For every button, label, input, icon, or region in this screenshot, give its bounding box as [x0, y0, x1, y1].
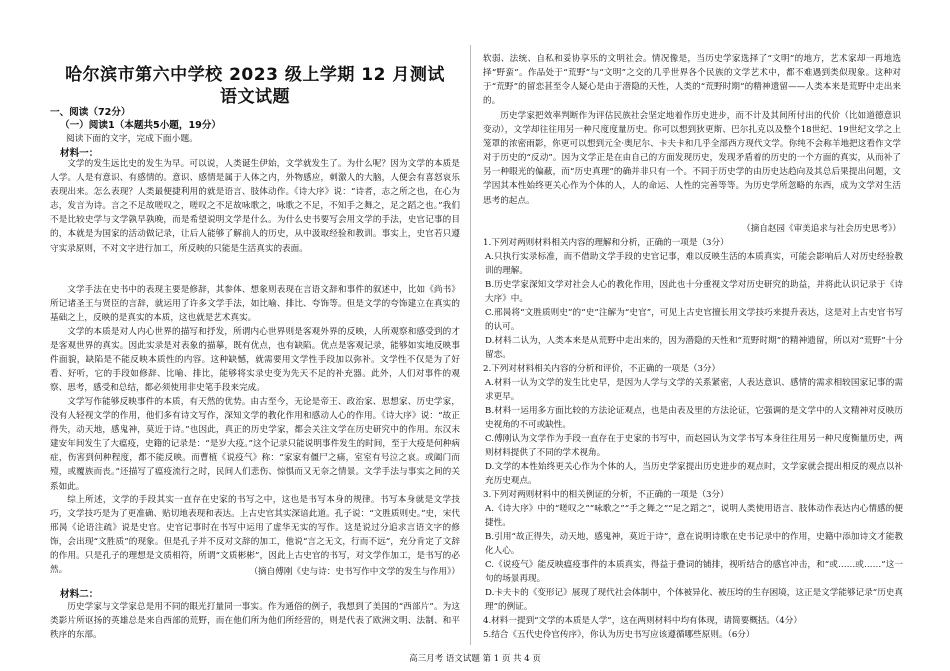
question-2-option-a: A.材料一认为文学的发生比史早，是因为人学与文学的关系紧密，人表达意识、感情的需求相较国家记事的需求更早。 — [485, 378, 903, 403]
question-3-stem: 3.下列对两则材料中的相关例证的分析，不正确的一项是（3分） — [483, 490, 729, 500]
subsection-heading: （一）阅读1（本题共5小题，19分） — [60, 120, 222, 131]
material-2-paragraph-2: 历史学家把效率判断作为评估民族社会坚定地着作历史进步，而不计及其间所付出的代价（比如道德意识变动），文学却往往用另一种尺度度量历史。你可以想到狄更斯、巴尔扎克以及整个18世纪、19世纪文学之上笼罩的浓密雨影，你更可以想到元全·奥尼尔、卡夫卡和几乎全部西方现代文学。你纯不会称羊地把这看作文学对于历史的“反动”。因为文学正是在由自己的方面发现历史，发现矛盾着的历史的一个方面的真实，从而补了另一种眼光的偏蔽，而“历史真理”的确并非只有一个。不同于历史学的由历史达趋向及其总后果提出问题，文学因其本性始终更关心作为个体的人，人的命运、人性的完善等等。为历史学所忽略的东西，成为文学对生活思考的起点。 — [483, 111, 901, 206]
question-3-option-c: C.《说疫气》能反映瘟疫事件的本质真实，得益于叠词的铺排，视听结合的感官冲击，和“或……或……”这一句的场景再现。 — [485, 560, 903, 585]
question-2-option-d: D.文学的本性始终更关心作为个体的人，当历史学家提出历史进步的观点时，文学家就会提出相反的观点以补充历史观点。 — [485, 462, 903, 487]
question-2-option-b: B.材料一运用多方面比较的方法论证观点，也是由表及里的方法论证，它强调的是文学中的人文精神对反映历史视角的不可或缺性。 — [485, 406, 903, 431]
material-2-source: （摘自赵园《审美追求与社会历史思考》） — [742, 224, 901, 234]
material-2-continuation: 软弱、法统、自私和妥协享乐的文明社会。情况像是，当历史学家选择了“文明”的地方，艺术家却一再地选择“野蛮”。作品处于“荒野”与“文明”之交的几乎世界各个民族的文学艺术中，都不难遇到类似现象。这种对于“荒野”的留恋甚至令人疑心是由于潜隐的天性，人类的“荒野时期”的精神遗留——人类本来是荒野中走出来的。 — [483, 54, 901, 107]
question-1-stem: 1.下列对两则材料相关内容的理解和分析，正确的一项是（3分） — [483, 238, 729, 248]
material-1-paragraph-2: 文学手法在史书中的表现主要是修辞，其参体、想象则表现在言语文辞和事件的叙述中，比如《尚书》所记诸圣王与贤臣的言辞，就运用了许多文学手法，如比喻、排比、夸饰等。但是文学的夸饰建立在真实的基础之上，反映的是真实的本质，这也就是艺术真实。 — [50, 285, 460, 324]
material-2-paragraph-1: 历史学家与文学家总是用不同的眼光打量同一事实。作为通俗的例子，我想到了美国的“西部片”。为这类影片所讴扬的英雄总是来自西部的荒野，而在他们所为他们所经营的，则是代表了欧洲文明、法制、和平秩序的东部。 — [50, 602, 460, 641]
question-1-option-c: C.邢昺将“文胜质则史”的“史”注解为“史官”，可见上古史官擅长用文学技巧来提升表达，这是对上古史官书写的认可。 — [485, 308, 903, 333]
material-1-source: （摘自傅刚《史与诗：史书写作中文学的发生与作用》） — [249, 567, 460, 577]
material-1-paragraph-1: 文学的发生远比史的发生为早。可以说，人类诞生伊始，文学就发生了。为什么呢？因为文学的本质是人学。人是有意识、有感情的。意识、感情是属于人体之内，外物感应，刺激人的大脑，人便会有喜怒哀乐表现出来。怎么表现？人类最便捷利用的就是语言、肢体动作。《诗大序》说：“诗者，志之所之也，在心为志，发言为诗。言之不足故嗟叹之，嗟叹之不足故咏歌之，咏歌之不足，不知手之舞之，足之蹈之也。”我们不是比较史学与文学孰早孰晚，而是希望说明文学是什么。为什么史书要写会用文学的手法，史官记事的目的，本就是为国家的活动做记录，让后人能够了解前人的历史，从中汲取经验和教训。事实上，史官若只遵守实录原则，不对文字进行加工，所反映的只能是生活真实的表面。 — [50, 159, 460, 254]
question-1-option-b: B.历史学家深知文学对社会人心的教化作用，因此也十分重视文学对历史研究的助益，并将此认识记录于《诗大序》中。 — [485, 280, 903, 305]
exam-subject-title: 语文试题 — [220, 87, 290, 107]
material-2-label: 材料二： — [60, 589, 99, 600]
question-2-option-c: C.傅刚认为文学作为手段一直存在于史家的书写中，而赵园认为文学书写本身往往用另一种尺度衡量历史，两则材料提供了不同的学术视角。 — [485, 434, 903, 459]
material-1-paragraph-3: 文学的本质是对人内心世界的描写和抒发，所谓内心世界则是客观外界的反映，人所观察和感受到的才是客观世界的真实。因此实录是对表象的描摹，既有优点，也有缺陷。优点是客观记录，能够如实地反映事件面貌，缺陷是不能反映本质性的内容。这种缺憾，就需要用文学性手段加以弥补。文学性不仅是为了好看、好听，它的手段如修辞、比喻、排比，能够将实录史变为先天不足的补充器。此外，人们对事件的观察、思考，感受和总结，都必须使用非史笔手段来完成。 — [50, 327, 460, 394]
column-divider — [470, 45, 471, 645]
question-3-option-b: B.引用“故正得失，动天地，感鬼神，莫近于诗”，意在说明诗歌在史书记录中的作用，史籍中添加诗文才能教化人心。 — [485, 532, 903, 557]
reading-instruction: 阅读下面的文字，完成下面小题。 — [66, 134, 198, 144]
question-5-stem: 5.结合《五代史伶官传序》，你认为历史书写应该遵循哪些原则。（6分） — [483, 630, 755, 640]
material-1-label: 材料一： — [60, 148, 99, 159]
material-1-paragraph-5: 综上所述，文学的手段其实一直存在史家的书写之中，这也是书写本身的规律。书写本身就是文学技巧，文学技巧是为了更准确、贴切地表现和表达。上古史官其实深谙此道。孔子说：“文胜质则史。”史，宋代邢昺《论语注疏》说是史官。史官记事时在书写中运用了虚华无实的写作。这是说过分追求言语文字的修饰，会出现“文胜质”的现象。但是孔子并不反对文辞的加工，他说“言之无文，行而不远”，充分肯定了文辞的作用。只是孔子的理想是文质相符，所谓“文质彬彬”，因此上古史官的书写，对文学作加工，是书写的必然。 — [50, 495, 460, 576]
question-2-stem: 2.下列对材料相关内容的分析和评价，不正确的一项是（3分） — [483, 364, 721, 374]
question-3-option-a: A.《诗大序》中的“嗟叹之”“咏歌之”“手之舞之”“足之蹈之”，说明人类使用语言、肢体动作表达内心情感的便捷性。 — [485, 504, 903, 529]
question-1-option-a: A.只执行实录标准，而不借助文学手段的史官记事，难以反映生活的本质真实，可能会影响后人对历史经验教训的理解。 — [485, 252, 903, 277]
question-3-option-d: D.卡夫卡的《变形记》展现了现代社会体制中，个体被异化、被压垮的生存困境，这正是文学能够记录“历史真理”的例证。 — [485, 588, 903, 613]
section-heading: 一、阅读（72分） — [50, 107, 131, 118]
question-1-option-d: D.材料二认为，人类本来是从荒野中走出来的，因为潜隐的天性和“荒野时期”的精神遗留，所以对“荒野”十分留恋。 — [485, 336, 903, 361]
page-footer: 高三月考 语文试题 第 1 页 共 4 页 — [409, 654, 541, 664]
exam-title: 哈尔滨市第六中学校 2023 级上学期 12 月测试 — [65, 65, 445, 85]
question-4-stem: 4.材料一提到“文学的本质是人学”，这在两则材料中均有体现，请简要概括。（4分） — [483, 616, 802, 626]
material-1-paragraph-4: 文学写作能够反映事件的本质，有天然的优势。由古至今，无论是帝王、政治家、思想家、历史学家，没有人轻视文学的作用，他们多有诗文写作，深知文学的教化作用和感动人心的作用。《诗大序》说：“故正得失，动天地，感鬼神，莫近于诗。”也因此，真正的历史学家，都会关注文学在历史研究中的作用。东汉末建安年间发生了大瘟疫，史籍的记录是：“是岁大疫。”这个记录只能说明事件发生的时间，至于大疫是何种病症，伤害到何种程度，都不能反映。而曹植《说疫气》称：“家家有僵尸之痛，室室有号泣之哀。或阖门而殪，或覆族而丧。”还描写了瘟疫流行之时，民间人们悲伤、惊惧而又无奈之情景。文学手法与事实之间的关系如此。 — [50, 397, 460, 492]
